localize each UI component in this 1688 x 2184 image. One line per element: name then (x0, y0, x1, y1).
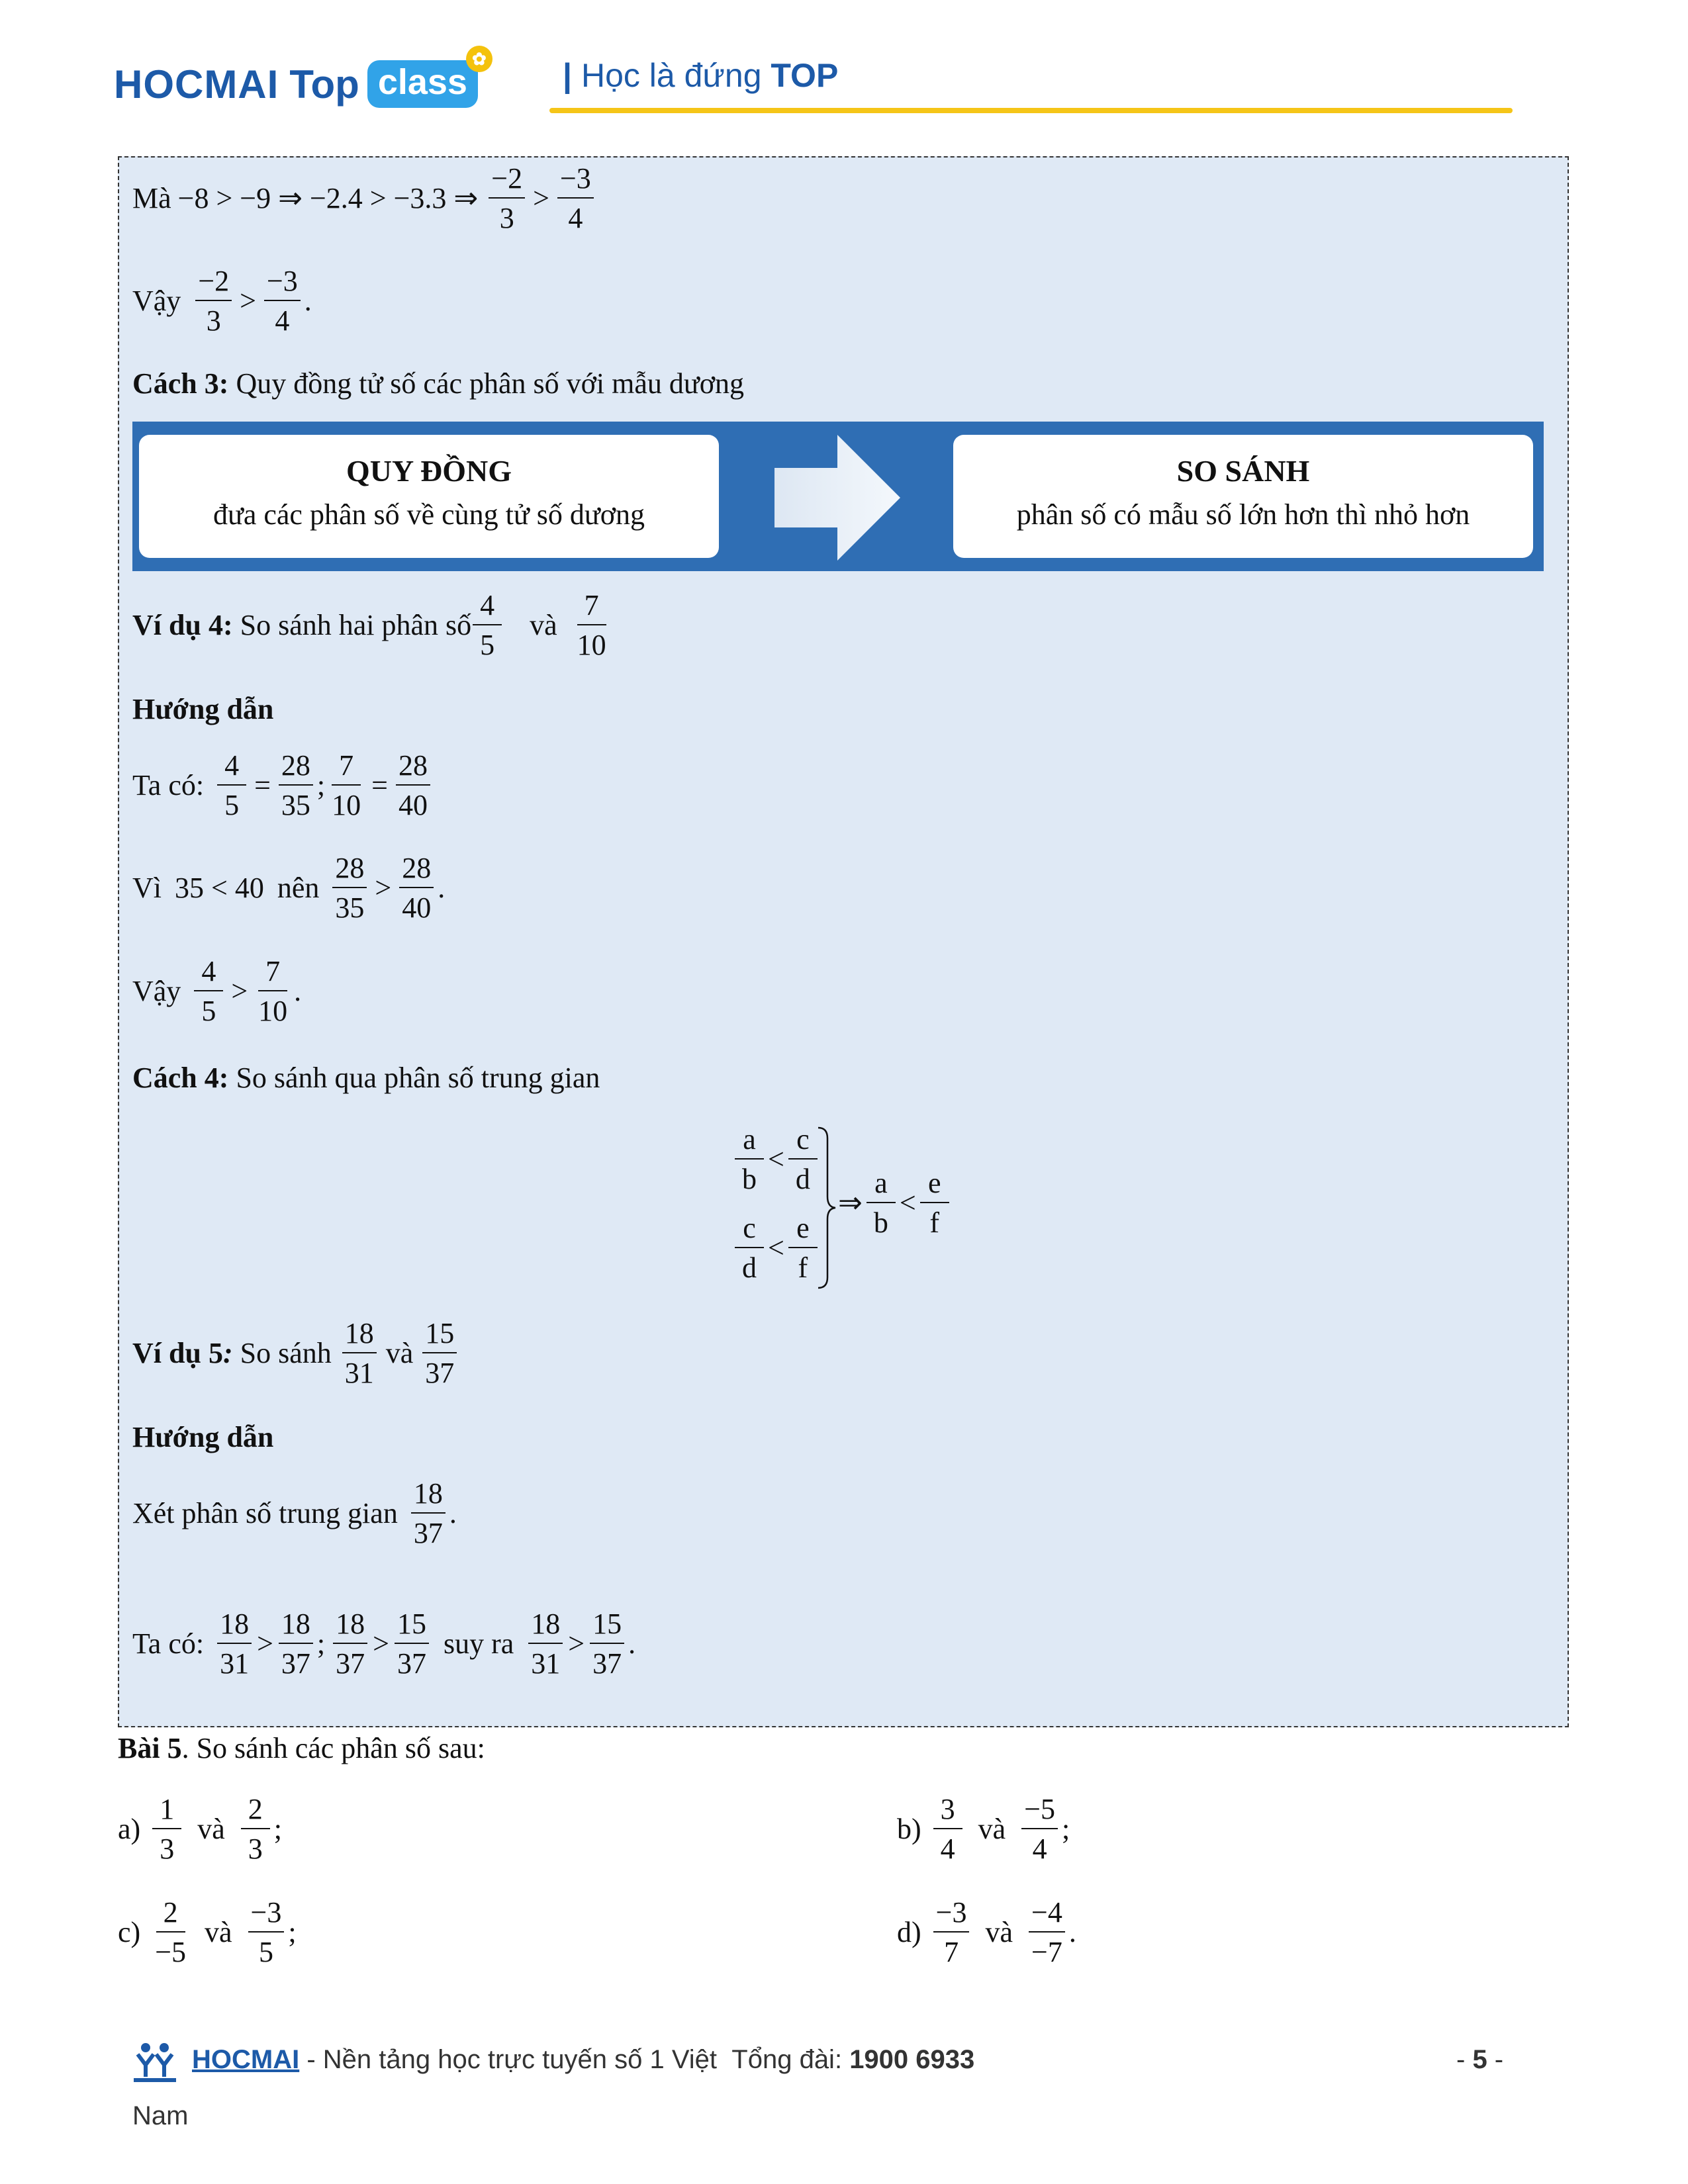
denominator: −5 (155, 1936, 187, 1968)
fraction (1021, 1795, 1058, 1864)
huong-dan-label: Hướng dẫn (132, 1421, 274, 1453)
logo-class-badge (367, 49, 487, 108)
numerator: 4 (194, 957, 223, 991)
footer-hotline: 1900 6933 (849, 2045, 975, 2074)
denominator: f (929, 1206, 940, 1239)
fraction (217, 1610, 252, 1678)
fraction (590, 1610, 624, 1678)
exercise-label: c) (118, 1916, 141, 1948)
denominator: 3 (248, 1833, 263, 1865)
period: . (438, 872, 445, 904)
so-sanh-card (953, 435, 1533, 558)
separator: ; (288, 1916, 297, 1948)
vi-du-4-label: Ví dụ 4: (132, 609, 233, 641)
fraction (399, 854, 434, 923)
denominator: 37 (592, 1647, 622, 1680)
numerator: e (920, 1169, 949, 1203)
denominator: 3 (499, 202, 514, 234)
denominator: −7 (1031, 1936, 1062, 1968)
huong-dan-heading (132, 1423, 273, 1452)
period: . (304, 285, 312, 317)
fraction (489, 164, 525, 233)
denominator: d (742, 1251, 757, 1284)
fraction (788, 1125, 818, 1194)
operator: > (568, 1627, 585, 1660)
denominator: 37 (425, 1357, 455, 1389)
separator: ; (273, 1813, 282, 1845)
fraction (342, 1319, 377, 1388)
page-number-value: 5 (1472, 2045, 1487, 2074)
vi-label: Vì (132, 872, 162, 904)
denominator: b (873, 1206, 888, 1239)
conjunction: và (197, 1813, 225, 1845)
vi-du-5-text: So sánh (240, 1337, 332, 1369)
page-number-prefix: - (1456, 2045, 1473, 2074)
page-number (1456, 2045, 1503, 2075)
fraction (1029, 1898, 1065, 1967)
fraction (152, 1898, 189, 1967)
numerator: 4 (217, 751, 246, 786)
fraction (152, 1795, 181, 1864)
header-slogan (563, 56, 838, 95)
numerator: 1 (152, 1795, 181, 1829)
exercise-label: d) (897, 1916, 921, 1948)
denominator: b (742, 1163, 757, 1195)
fraction (411, 1479, 445, 1548)
cach4-heading (132, 1064, 600, 1093)
period: . (1068, 1916, 1076, 1948)
numerator: 15 (590, 1610, 624, 1644)
conjunction: và (985, 1916, 1013, 1948)
exercise-label: a) (118, 1813, 141, 1845)
vay-label: Vậy (132, 975, 181, 1007)
vi-du-5-colon: : (222, 1337, 233, 1369)
period: . (449, 1497, 457, 1529)
conjunction: và (205, 1916, 232, 1948)
ta-co-line-2 (132, 1610, 635, 1678)
numerator: −3 (248, 1898, 285, 1933)
huong-dan-label: Hướng dẫn (132, 693, 274, 725)
numerator: e (788, 1214, 818, 1248)
numerator: 18 (342, 1319, 377, 1353)
vi-du-5-label: Ví dụ 5 (132, 1337, 223, 1369)
fraction (256, 957, 290, 1026)
so-sanh-subtitle: phân số có mẫu số lớn hơn thì nhỏ hơn (1016, 498, 1470, 531)
denominator: 37 (413, 1517, 443, 1549)
separator: ; (316, 769, 326, 801)
vi-line (132, 854, 445, 923)
transitive-system (735, 1125, 960, 1297)
conjunction: và (385, 1337, 414, 1369)
denominator: 10 (258, 995, 288, 1027)
star-icon: ✿ (466, 46, 492, 72)
condition: 35 < 40 (175, 872, 264, 904)
denominator: 4 (940, 1833, 955, 1865)
conjunction: và (978, 1813, 1006, 1845)
numerator: 28 (332, 854, 367, 888)
denominator: 10 (332, 789, 361, 821)
vay-line-2 (132, 957, 301, 1026)
numerator: 18 (411, 1479, 445, 1514)
fraction (194, 957, 223, 1026)
huong-dan-heading (132, 695, 273, 724)
ta-co-label: Ta có: (132, 769, 205, 801)
nen-label: nên (277, 872, 320, 904)
fraction (395, 1610, 429, 1678)
hocmai-topclass-logo (114, 49, 487, 114)
numerator: −3 (264, 267, 301, 301)
denominator: 4 (275, 304, 290, 337)
exercise-a (118, 1795, 282, 1864)
denominator: 5 (224, 789, 240, 821)
xet-line (132, 1479, 457, 1548)
operator: > (373, 1627, 389, 1660)
ta-co-line-1 (132, 751, 434, 820)
ma-label: Mà (132, 182, 171, 214)
cach3-label: Cách 3: (132, 367, 229, 400)
operator: = (254, 769, 271, 801)
denominator: 37 (281, 1647, 310, 1680)
denominator: 31 (220, 1647, 250, 1680)
numerator: −5 (1021, 1795, 1058, 1829)
header-underline (549, 108, 1513, 113)
footer-hotline-label: Tổng đài: (731, 2045, 843, 2074)
numerator: −3 (557, 164, 594, 199)
denominator: 7 (944, 1936, 959, 1968)
denominator: 40 (402, 891, 432, 924)
fraction (528, 1610, 563, 1678)
fraction (279, 1610, 313, 1678)
system-row-1 (735, 1125, 818, 1194)
denominator: 35 (335, 891, 365, 924)
bai-5-heading (118, 1734, 485, 1763)
quy-dong-subtitle: đưa các phân số về cùng tử số dương (213, 498, 645, 531)
denominator: 10 (577, 629, 606, 661)
footer-line (132, 2045, 974, 2075)
page-number-suffix: - (1487, 2045, 1504, 2074)
xet-text: Xét phân số trung gian (132, 1497, 398, 1529)
denominator: 3 (206, 304, 221, 337)
logo-hocmai-text: HOCMAI (114, 62, 279, 107)
operator: > (240, 285, 256, 317)
operator: > (231, 975, 248, 1007)
suy-ra-label: suy ra (443, 1627, 514, 1660)
cach3-heading (132, 369, 744, 398)
vi-du-5 (132, 1319, 461, 1388)
conjunction: và (530, 609, 557, 641)
fraction (788, 1214, 818, 1283)
numerator: −3 (933, 1898, 970, 1933)
denominator: 4 (1032, 1833, 1047, 1865)
numerator: 4 (473, 591, 502, 625)
fraction (422, 1319, 457, 1388)
numerator: −2 (489, 164, 525, 199)
fraction (333, 1610, 367, 1678)
so-sanh-title: SO SÁNH (1176, 454, 1310, 488)
logo-class-text: class (377, 62, 467, 102)
fraction (217, 751, 246, 820)
vay-line-1 (132, 267, 312, 336)
exercise-c (118, 1898, 297, 1967)
fraction (735, 1125, 764, 1194)
period: . (294, 975, 302, 1007)
numerator: 7 (258, 957, 287, 991)
numerator: 15 (422, 1319, 457, 1353)
numerator: 18 (217, 1610, 252, 1644)
operator: > (257, 1627, 273, 1660)
exercise-label: b) (897, 1813, 921, 1845)
numerator: 28 (399, 854, 434, 888)
slogan-prefix: Học là đứng (581, 57, 762, 94)
denominator: 3 (160, 1833, 175, 1865)
numerator: 28 (279, 751, 313, 786)
cach3-text: Quy đồng tử số các phân số với mẫu dương (236, 367, 745, 400)
fraction (195, 267, 232, 336)
numerator: 2 (241, 1795, 270, 1829)
numerator: 7 (332, 751, 361, 786)
numerator: −2 (195, 267, 232, 301)
fraction (735, 1214, 764, 1283)
fraction (933, 1795, 962, 1864)
denominator: 37 (397, 1647, 426, 1680)
denominator: 35 (281, 789, 310, 821)
fraction (248, 1898, 285, 1967)
footer-text-continued: Nam (132, 2101, 189, 2130)
operator: < (768, 1232, 784, 1264)
quy-dong-flow-banner (132, 422, 1544, 571)
fraction (575, 591, 609, 660)
ta-co-label: Ta có: (132, 1627, 205, 1660)
operator: < (899, 1187, 916, 1219)
denominator: 5 (480, 629, 495, 661)
period: . (628, 1627, 636, 1660)
operator: > (533, 182, 549, 214)
ma-line (132, 164, 598, 233)
fraction (933, 1898, 970, 1967)
numerator: 18 (333, 1610, 367, 1644)
operator: > (375, 872, 392, 904)
fraction (241, 1795, 270, 1864)
fraction (329, 751, 363, 820)
cach4-label: Cách 4: (132, 1062, 229, 1094)
numerator: 18 (528, 1610, 563, 1644)
numerator: a (867, 1169, 896, 1203)
vi-du-4 (132, 591, 613, 660)
fraction (920, 1169, 949, 1238)
quy-dong-card (139, 435, 719, 558)
numerator: 28 (396, 751, 430, 786)
fraction (557, 164, 594, 233)
operator: < (768, 1143, 784, 1175)
bai-5-label: Bài 5 (118, 1732, 182, 1764)
operator: = (371, 769, 388, 801)
right-arrow-icon (774, 435, 907, 561)
numerator: 3 (933, 1795, 962, 1829)
numerator: a (735, 1125, 764, 1160)
slogan-divider: | (563, 57, 572, 94)
fraction (264, 267, 301, 336)
numerator: c (735, 1214, 764, 1248)
implies-symbol: ⇒ (838, 1187, 863, 1219)
ma-expression: −8 > −9 ⇒ −2.4 > −3.3 ⇒ (177, 182, 479, 214)
separator: ; (316, 1627, 326, 1660)
exercise-d (897, 1898, 1076, 1967)
numerator: 2 (156, 1898, 185, 1933)
denominator: f (798, 1251, 808, 1284)
numerator: 7 (577, 591, 606, 625)
bai-5-text: . So sánh các phân số sau: (181, 1732, 485, 1764)
footer-text: - Nền tảng học trực tuyến số 1 Việt (299, 2045, 718, 2074)
denominator: 4 (568, 202, 583, 234)
denominator: 31 (344, 1357, 374, 1389)
exercise-b (897, 1795, 1070, 1864)
denominator: 31 (531, 1647, 561, 1680)
vi-du-4-text: So sánh hai phân số (240, 609, 472, 641)
numerator: 18 (279, 1610, 313, 1644)
fraction (396, 751, 430, 820)
denominator: 37 (336, 1647, 365, 1680)
system-row-2 (735, 1214, 818, 1283)
quy-dong-title: QUY ĐỒNG (346, 454, 512, 488)
vay-label: Vậy (132, 285, 181, 317)
cach4-text: So sánh qua phân số trung gian (236, 1062, 600, 1094)
denominator: d (795, 1163, 810, 1195)
logo-top-text: Top (289, 62, 359, 107)
denominator: 5 (258, 1936, 273, 1968)
fraction (332, 854, 367, 923)
numerator: c (788, 1125, 818, 1160)
fraction (867, 1169, 896, 1238)
numerator: 15 (395, 1610, 429, 1644)
footer-brand-link[interactable]: HOCMAI (192, 2045, 300, 2074)
denominator: 40 (398, 789, 428, 821)
system-result (834, 1169, 949, 1238)
fraction (473, 591, 502, 660)
fraction (279, 751, 313, 820)
separator: ; (1062, 1813, 1070, 1845)
denominator: 5 (201, 995, 216, 1027)
slogan-bold: TOP (771, 57, 839, 94)
numerator: −4 (1029, 1898, 1065, 1933)
